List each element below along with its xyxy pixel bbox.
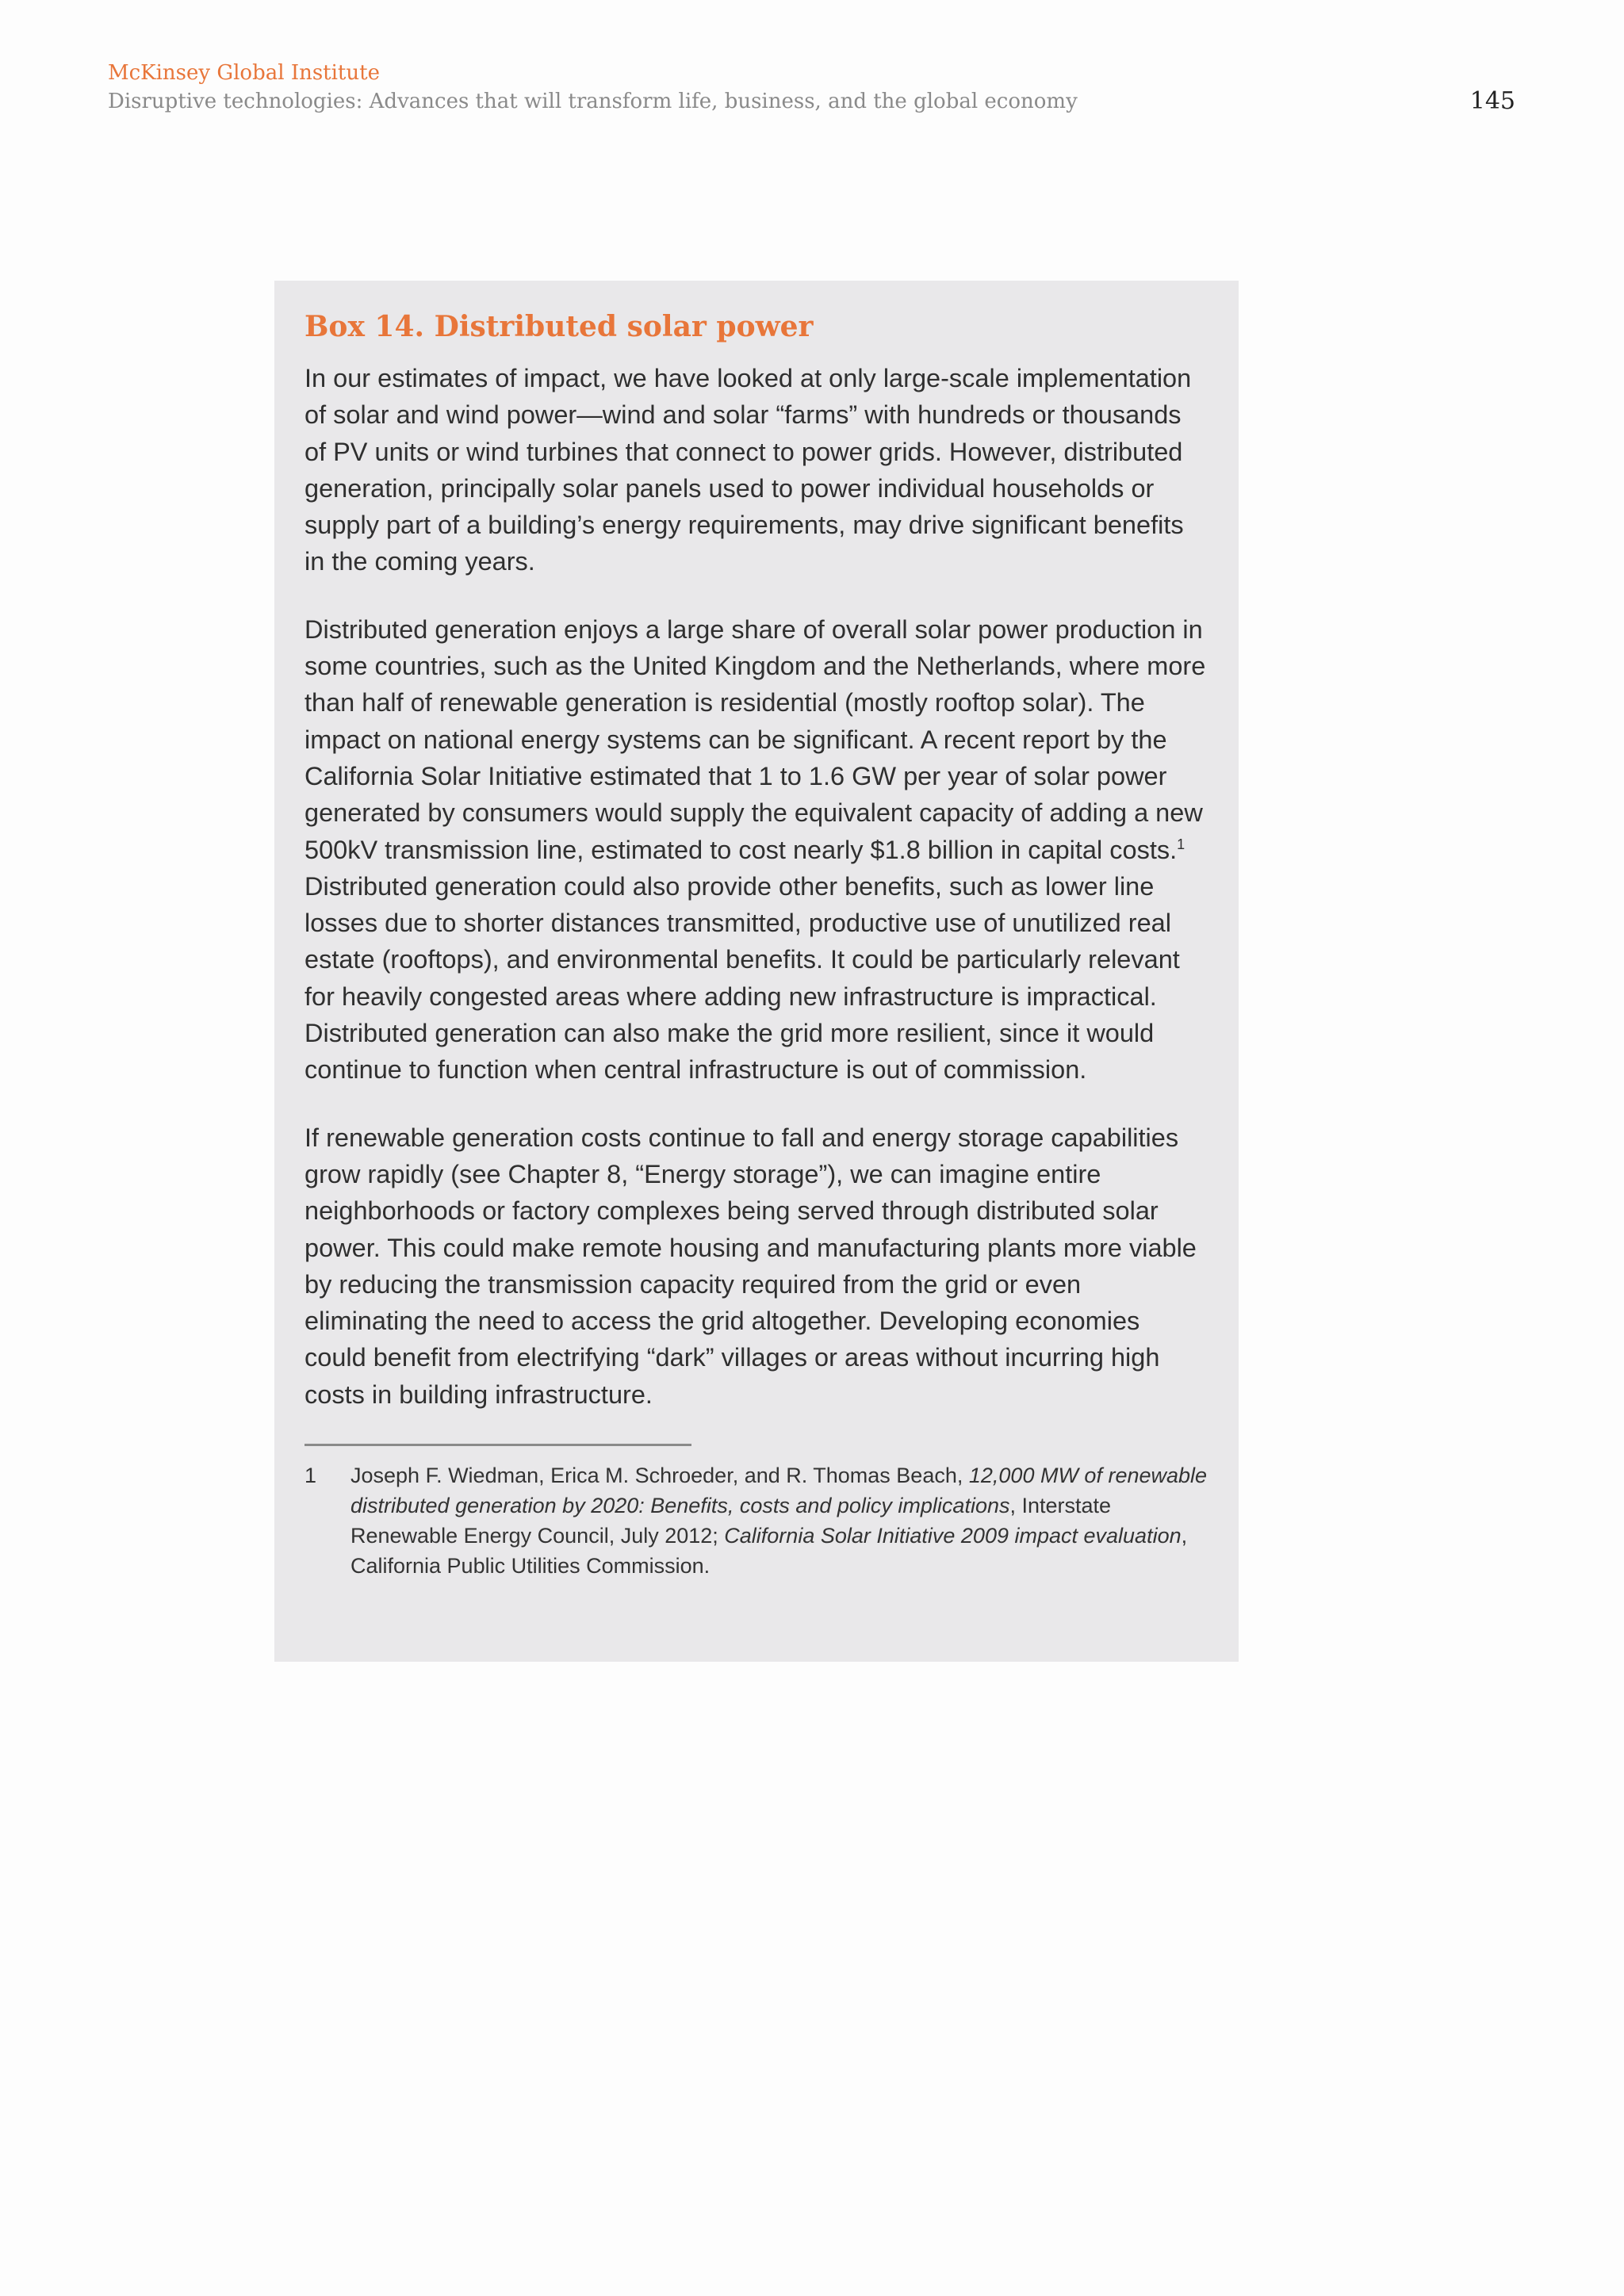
footnote-authors: Joseph F. Wiedman, Erica M. Schroeder, and R. Thomas Beach, — [350, 1464, 969, 1488]
paragraph-2-text-a: Distributed generation enjoys a large share of overall solar power production in some countries, such as the United Kingdom and the Netherlands, where more than half of renewable generation is residential (mostly rooftop solar). The impact on national energy systems can be significant. A recent report by the California Solar Initiative estimated that 1 to 1.6 GW per year of solar power generated by consumers would supply the equivalent capacity of adding a new 500kV transmission line, estimated to cost nearly $1.8 billion in capital costs. — [304, 614, 1206, 864]
footnote — [304, 1460, 1208, 1581]
footnote-text — [350, 1460, 1208, 1581]
paragraph-1: In our estimates of impact, we have looked at only large-scale implementation of solar and wind power—wind and solar “farms” with hundreds or thousands of PV units or wind turbines that connect to power grids. However, distributed generation, principally solar panels used to power individual households or supply part of a building’s energy requirements, may drive significant benefits in the coming years. — [304, 364, 1192, 576]
footnote-middle: , Interstate Renewable Energy Council, July 2012; — [350, 1494, 1112, 1548]
publisher-name: McKinsey Global Institute — [108, 61, 380, 85]
paragraph-2-text-b: Distributed generation could also provide other benefits, such as lower line losses due to shorter distances transmitted, productive use of unutilized real estate (rooftops), and environmental benefits. It could be particularly relevant for heavily congested areas where adding new infrastructure is impractical. Distributed generation can also make the grid more resilient, since it would continue to function when central infrastructure is out of commission. — [304, 871, 1180, 1085]
footnote-title-2: California Solar Initiative 2009 impact evaluation — [724, 1524, 1182, 1548]
report-title: Disruptive technologies: Advances that will transform life, business, and the global economy — [108, 90, 1078, 113]
sidebar-box — [274, 281, 1239, 1662]
box-title: Box 14. Distributed solar power — [304, 310, 814, 343]
running-header — [108, 59, 1519, 116]
paragraph-2 — [304, 611, 1208, 1089]
footnote-end: , California Public Utilities Commission. — [350, 1524, 1188, 1578]
footnote-number: 1 — [304, 1464, 317, 1488]
footnote-title-1: 12,000 MW of renewable distributed generation by 2020: Benefits, costs and policy implications — [350, 1464, 1208, 1518]
footnote-divider — [304, 1444, 691, 1446]
paragraph-3: If renewable generation costs continue to fall and energy storage capabilities grow rapidly (see Chapter 8, “Energy storage”), we can imagine entire neighborhoods or factory complexes being served through distributed solar power. This could make remote housing and manufacturing plants more viable by reducing the transmission capacity required from the grid or even eliminating the need to access the grid altogether. Developing economies could benefit from electrifying “dark” villages or areas without incurring high costs in building infrastructure. — [304, 1123, 1197, 1409]
page-number: 145 — [1469, 87, 1515, 115]
footnote-reference: 1 — [1177, 836, 1185, 852]
